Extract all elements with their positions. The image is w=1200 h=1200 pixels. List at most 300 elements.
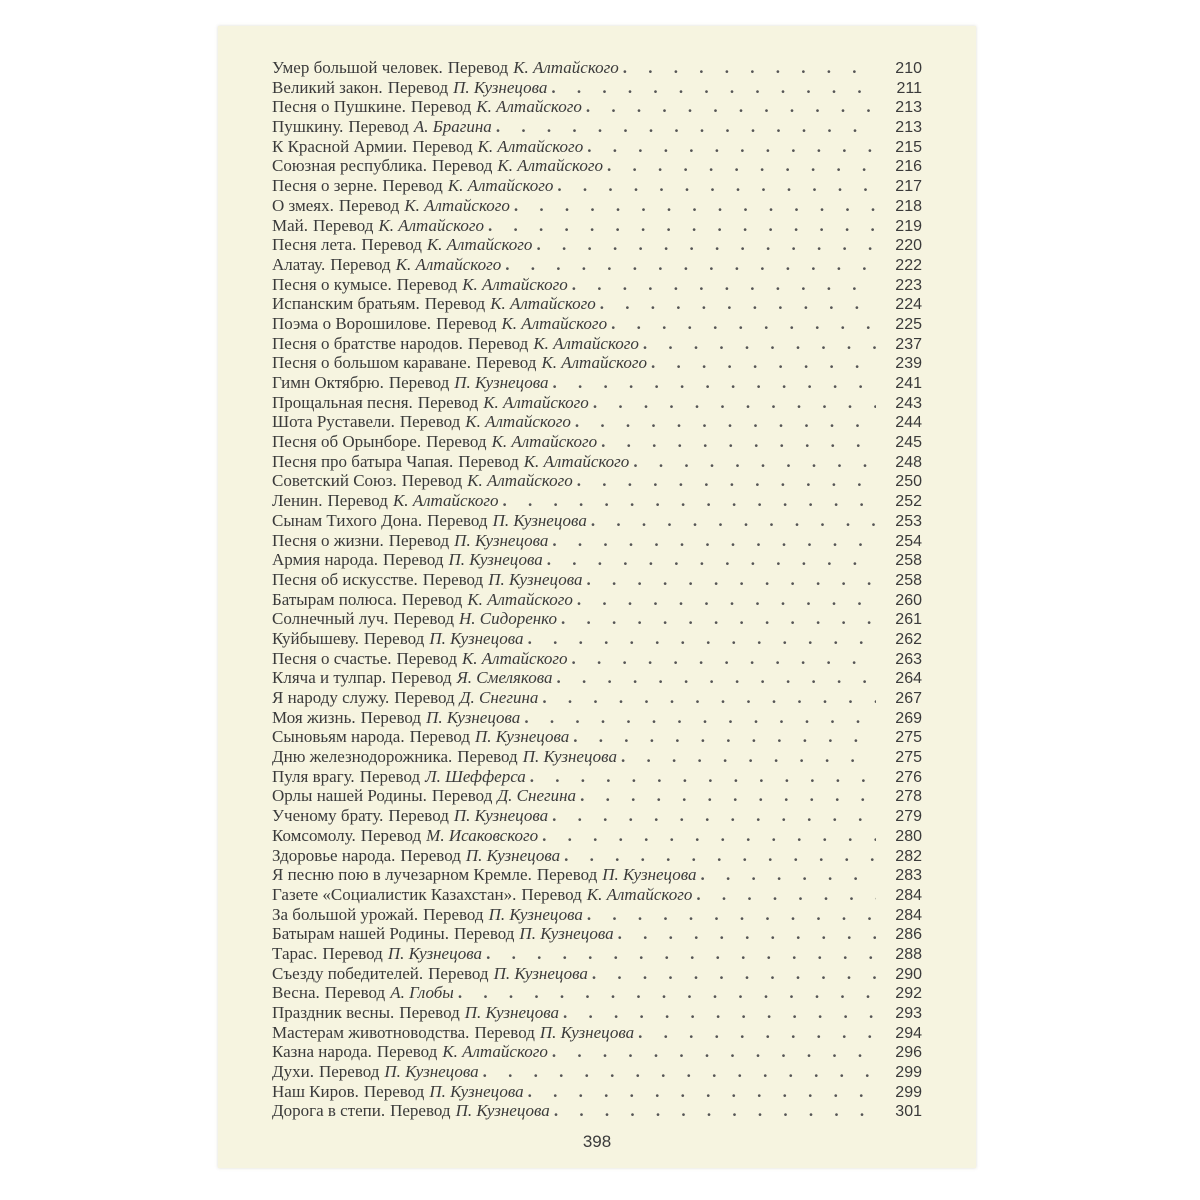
entry-translation-label: Перевод <box>424 294 486 314</box>
entry-translator: П. Кузнецова <box>455 1101 550 1121</box>
toc-entry <box>272 727 922 747</box>
toc-entry <box>272 668 922 688</box>
entry-title: Песня о кумысе. <box>272 274 392 294</box>
entry-title: Сыновьям народа. <box>272 727 405 747</box>
entry-translation-label: Перевод <box>401 471 463 491</box>
entry-translation-label: Перевод <box>431 786 493 806</box>
entry-translation-label: Перевод <box>394 688 455 707</box>
entry-title: Пуля врагу. <box>272 766 355 786</box>
dot-leader <box>561 609 876 629</box>
entry-title: Песня о братстве народов. <box>272 333 463 353</box>
toc-entry <box>272 747 922 767</box>
entry-title: Песня о большом караване. <box>272 353 471 373</box>
entry-translation-label: Перевод <box>536 865 598 885</box>
entry-title: Пушкину. <box>272 117 344 137</box>
entry-translator: П. Кузнецова <box>454 530 549 550</box>
toc-entry <box>272 983 922 1003</box>
dot-leader <box>633 452 876 472</box>
entry-page-number: 211 <box>896 79 922 97</box>
dot-leader <box>552 1042 876 1062</box>
entry-page-number: 286 <box>895 926 922 944</box>
entry-translator: Н. Сидоренко <box>458 609 557 629</box>
entry-translator: П. Кузнецова <box>602 865 697 885</box>
entry-title: Советский Союз. <box>272 471 397 491</box>
toc-entry <box>272 649 922 669</box>
toc-entry <box>272 767 922 787</box>
entry-title: Май. <box>272 215 309 235</box>
dot-leader <box>618 924 876 944</box>
entry-translation-label: Перевод <box>399 1003 460 1022</box>
dot-leader <box>483 1062 876 1082</box>
toc-entry <box>272 924 922 944</box>
entry-page-number: 284 <box>895 906 922 924</box>
entry-title: Кляча и тулпар. <box>272 668 387 688</box>
entry-translator: П. Кузнецова <box>429 628 524 648</box>
entry-translator: К. Алтайского <box>477 136 584 156</box>
dot-leader <box>577 471 876 491</box>
toc-entry <box>272 294 922 314</box>
dot-leader <box>528 629 876 649</box>
entry-page-number: 275 <box>895 749 922 767</box>
dot-leader <box>572 275 876 295</box>
entry-translator: К. Алтайского <box>465 412 571 432</box>
dot-leader <box>536 235 876 255</box>
table-of-contents <box>272 58 922 1121</box>
entry-page-number: 243 <box>895 394 922 412</box>
toc-entry <box>272 846 922 866</box>
dot-leader <box>607 156 876 176</box>
entry-title: Шота Руставели. <box>272 412 395 432</box>
dot-leader <box>587 905 876 925</box>
dot-leader <box>591 511 876 531</box>
entry-translation-label: Перевод <box>475 353 537 373</box>
dot-leader <box>586 97 876 117</box>
dot-leader <box>572 649 876 669</box>
toc-entry <box>272 865 922 885</box>
entry-translator: К. Алтайского <box>447 176 554 196</box>
entry-translation-label: Перевод <box>422 569 484 589</box>
toc-entry <box>272 412 922 432</box>
dot-leader <box>621 747 876 767</box>
entry-title: Тарас. <box>272 943 318 963</box>
entry-translator: К. Алтайского <box>483 392 589 412</box>
entry-translation-label: Перевод <box>390 1101 451 1121</box>
entry-title: Казна народа. <box>272 1042 372 1062</box>
dot-leader <box>593 393 876 413</box>
entry-page-number: 278 <box>895 788 922 806</box>
entry-title: Моя жизнь. <box>272 707 356 727</box>
toc-entry <box>272 629 922 649</box>
entry-translator: П. Кузнецова <box>453 806 549 826</box>
entry-page-number: 220 <box>895 237 922 255</box>
entry-translator: К. Алтайского <box>523 451 630 471</box>
entry-translator: К. Алтайского <box>513 58 619 77</box>
entry-translator: К. Алтайского <box>533 333 639 353</box>
toc-entry <box>272 275 922 295</box>
entry-title: Сынам Тихого Дона. <box>272 510 423 530</box>
toc-entry <box>272 786 922 806</box>
entry-title: Дню железнодорожника. <box>272 747 453 767</box>
page-number: 398 <box>582 1132 612 1151</box>
toc-entry <box>272 471 922 491</box>
dot-leader <box>496 117 876 137</box>
entry-translation-label: Перевод <box>388 806 449 826</box>
entry-translator: П. Кузнецова <box>454 373 549 392</box>
entry-translator: К. Алтайского <box>476 97 582 117</box>
dot-leader <box>542 826 876 846</box>
toc-entry <box>272 393 922 413</box>
entry-page-number: 276 <box>895 768 922 786</box>
entry-page-number: 219 <box>895 217 922 235</box>
dot-leader <box>486 944 876 964</box>
toc-entry <box>272 58 922 78</box>
dot-leader <box>488 216 876 236</box>
entry-title: Союзная республика. <box>272 156 427 176</box>
entry-translator: К. Алтайского <box>378 215 485 235</box>
entry-title: Куйбышеву. <box>272 628 359 648</box>
entry-page-number: 262 <box>895 630 922 648</box>
entry-translator: К. Алтайского <box>461 648 568 668</box>
entry-page-number: 294 <box>895 1024 922 1042</box>
entry-translator: К. Алтайского <box>392 491 499 511</box>
entry-translator: Л. Шефферса <box>425 766 526 786</box>
entry-translation-label: Перевод <box>313 215 374 235</box>
dot-leader <box>530 767 876 787</box>
entry-translation-label: Перевод <box>393 609 454 629</box>
dot-leader <box>552 531 876 551</box>
entry-page-number: 282 <box>895 847 922 865</box>
toc-entry <box>272 905 922 925</box>
toc-entry <box>272 590 922 610</box>
entry-title: Песня про батыра Чапая. <box>272 451 454 471</box>
entry-translation-label: Перевод <box>412 136 473 156</box>
entry-page-number: 250 <box>895 473 922 491</box>
entry-page-number: 223 <box>895 276 922 294</box>
entry-translation-label: Перевод <box>376 1042 438 1062</box>
entry-translator: Д. Снегина <box>497 786 577 806</box>
dot-leader <box>638 1023 876 1043</box>
dot-leader <box>505 255 876 275</box>
toc-entry <box>272 609 922 629</box>
entry-title: Дорога в степи. <box>272 1101 386 1121</box>
dot-leader <box>514 196 876 216</box>
entry-translation-label: Перевод <box>396 274 458 294</box>
toc-entry <box>272 452 922 472</box>
dot-leader <box>586 570 876 590</box>
entry-translation-label: Перевод <box>457 747 518 767</box>
entry-translation-label: Перевод <box>428 963 489 983</box>
entry-translation-label: Перевод <box>423 904 484 924</box>
entry-title: Умер большой человек. <box>272 58 443 77</box>
entry-translator: П. Кузнецова <box>384 1062 479 1082</box>
entry-translation-label: Перевод <box>427 510 488 530</box>
entry-title: Ученому брату. <box>272 806 384 826</box>
dot-leader <box>587 137 876 157</box>
entry-title: Армия народа. <box>272 550 379 570</box>
entry-page-number: 292 <box>895 985 922 1003</box>
toc-entry <box>272 373 922 393</box>
entry-page-number: 299 <box>895 1064 922 1082</box>
entry-title: Алатау. <box>272 254 326 274</box>
entry-title: Батырам нашей Родины. <box>272 924 449 944</box>
dot-leader <box>696 885 876 905</box>
toc-entry <box>272 97 922 117</box>
toc-entry <box>272 235 922 255</box>
entry-translation-label: Перевод <box>426 432 487 452</box>
entry-translator: А. Брагина <box>413 117 492 137</box>
toc-entry <box>272 1023 922 1043</box>
dot-leader <box>524 708 876 728</box>
entry-translator: К. Алтайского <box>395 254 502 274</box>
entry-title: Газете «Социалистик Казахстан». <box>272 884 517 904</box>
toc-entry <box>272 885 922 905</box>
entry-title: За большой урожай. <box>272 904 419 924</box>
entry-title: Весна. <box>272 983 320 1003</box>
entry-title: Съезду победителей. <box>272 963 424 983</box>
entry-page-number: 288 <box>895 945 922 963</box>
dot-leader <box>611 314 876 334</box>
entry-page-number: 244 <box>895 414 922 432</box>
entry-page-number: 218 <box>895 197 922 215</box>
dot-leader <box>563 1003 876 1023</box>
entry-translation-label: Перевод <box>388 530 450 550</box>
toc-entry <box>272 570 922 590</box>
toc-entry <box>272 156 922 176</box>
toc-entry <box>272 78 922 98</box>
toc-entry <box>272 216 922 236</box>
entry-translation-label: Перевод <box>431 156 493 176</box>
dot-leader <box>551 78 876 98</box>
entry-title: Песня об Орынборе. <box>272 432 422 452</box>
entry-translator: П. Кузнецова <box>426 707 521 727</box>
entry-translation-label: Перевод <box>363 1081 425 1101</box>
entry-translator: А. Глобы <box>390 983 454 1003</box>
entry-translation-label: Перевод <box>338 195 400 215</box>
entry-translator: К. Алтайского <box>501 313 608 333</box>
entry-title: Ленин. <box>272 491 323 511</box>
entry-translation-label: Перевод <box>400 845 461 865</box>
dot-leader <box>643 334 876 354</box>
entry-page-number: 213 <box>895 119 922 137</box>
entry-translator: П. Кузнецова <box>488 569 583 589</box>
entry-translation-label: Перевод <box>322 943 383 963</box>
toc-entry <box>272 964 922 984</box>
entry-translator: Д. Снегина <box>459 688 539 707</box>
entry-translator: П. Кузнецова <box>492 510 587 530</box>
toc-entry <box>272 1101 922 1121</box>
entry-translation-label: Перевод <box>318 1062 380 1082</box>
entry-title: Батырам полюса. <box>272 589 397 609</box>
entry-translator: К. Алтайского <box>467 471 573 491</box>
entry-title: Я народу служу. <box>272 688 390 707</box>
entry-page-number: 213 <box>895 99 922 117</box>
entry-translator: П. Кузнецова <box>519 924 614 944</box>
entry-translation-label: Перевод <box>330 254 391 274</box>
toc-entry <box>272 137 922 157</box>
entry-translator: К. Алтайского <box>404 195 510 215</box>
entry-title: Духи. <box>272 1062 314 1082</box>
entry-translation-label: Перевод <box>447 58 509 77</box>
entry-translation-label: Перевод <box>363 628 425 648</box>
dot-leader <box>577 590 876 610</box>
entry-title: Прощальная песня. <box>272 392 413 412</box>
dot-leader <box>458 983 876 1003</box>
dot-leader <box>701 865 876 885</box>
entry-page-number: 241 <box>895 375 922 392</box>
entry-translator: К. Алтайского <box>541 353 647 373</box>
dot-leader <box>547 550 876 570</box>
dot-leader <box>564 846 876 866</box>
entry-translation-label: Перевод <box>391 668 452 688</box>
entry-title: Гимн Октябрю. <box>272 373 384 392</box>
entry-page-number: 280 <box>895 827 922 845</box>
entry-translation-label: Перевод <box>436 313 497 333</box>
entry-translator: К. Алтайского <box>586 884 693 904</box>
dot-leader <box>580 786 876 806</box>
entry-page-number: 279 <box>895 808 922 826</box>
entry-translation-label: Перевод <box>409 727 471 747</box>
entry-translator: К. Алтайского <box>467 589 573 609</box>
entry-title: Орлы нашей Родины. <box>272 786 427 806</box>
entry-translation-label: Перевод <box>382 176 443 196</box>
entry-page-number: 258 <box>895 552 922 570</box>
dot-leader <box>553 373 876 393</box>
entry-page-number: 301 <box>895 1103 922 1121</box>
toc-entry <box>272 511 922 531</box>
entry-translator: М. Исаковского <box>426 825 539 845</box>
entry-translation-label: Перевод <box>467 333 529 353</box>
entry-translator: П. Кузнецова <box>493 963 588 983</box>
dot-leader <box>573 727 876 747</box>
toc-entry <box>272 826 922 846</box>
toc-entry <box>272 1042 922 1062</box>
toc-entry <box>272 255 922 275</box>
entry-page-number: 217 <box>895 178 922 196</box>
toc-entry <box>272 1082 922 1102</box>
entry-translation-label: Перевод <box>521 884 582 904</box>
entry-translation-label: Перевод <box>387 77 449 97</box>
entry-page-number: 299 <box>895 1083 922 1101</box>
entry-page-number: 284 <box>895 886 922 904</box>
entry-title: Песня о счастье. <box>272 648 392 668</box>
entry-title: Солнечный луч. <box>272 609 389 629</box>
entry-page-number: 267 <box>895 690 922 707</box>
toc-entry <box>272 688 922 708</box>
toc-entry <box>272 196 922 216</box>
toc-entry <box>272 353 922 373</box>
toc-entry <box>272 432 922 452</box>
entry-translator: К. Алтайского <box>490 294 596 314</box>
dot-leader <box>557 668 877 688</box>
entry-page-number: 222 <box>895 256 922 274</box>
dot-leader <box>592 964 876 984</box>
dot-leader <box>623 58 876 78</box>
entry-translator: П. Кузнецова <box>488 904 583 924</box>
entry-translation-label: Перевод <box>324 983 386 1003</box>
entry-page-number: 258 <box>895 571 922 589</box>
dot-leader <box>554 1101 876 1121</box>
dot-leader <box>651 353 876 373</box>
entry-title: Наш Киров. <box>272 1081 359 1101</box>
entry-title: О змеях. <box>272 195 334 215</box>
toc-entry <box>272 491 922 511</box>
toc-entry <box>272 1062 922 1082</box>
entry-translator: П. Кузнецова <box>464 1003 559 1022</box>
entry-title: Песня лета. <box>272 235 357 255</box>
entry-page-number: 275 <box>895 729 922 747</box>
entry-page-number: 245 <box>895 434 922 452</box>
entry-translation-label: Перевод <box>388 373 450 392</box>
entry-title: Поэма о Ворошилове. <box>272 313 432 333</box>
toc-entry <box>272 1003 922 1023</box>
entry-translator: П. Кузнецова <box>453 77 548 97</box>
toc-entry <box>272 806 922 826</box>
entry-page-number: 225 <box>895 315 922 333</box>
entry-translation-label: Перевод <box>410 97 472 117</box>
entry-translator: П. Кузнецова <box>475 727 570 747</box>
entry-translation-label: Перевод <box>396 648 457 668</box>
entry-page-number: 252 <box>895 493 922 511</box>
entry-page-number: 216 <box>895 158 922 176</box>
toc-entry <box>272 531 922 551</box>
entry-page-number: 290 <box>895 965 922 983</box>
entry-page-number: 264 <box>895 670 922 688</box>
entry-translator: К. Алтайского <box>491 432 598 452</box>
entry-title: Здоровье народа. <box>272 845 396 865</box>
entry-translation-label: Перевод <box>360 825 422 845</box>
entry-translation-label: Перевод <box>359 766 421 786</box>
entry-page-number: 263 <box>895 650 922 668</box>
entry-translation-label: Перевод <box>453 924 515 944</box>
entry-translator: К. Алтайского <box>426 235 533 255</box>
entry-translator: П. Кузнецова <box>448 550 543 570</box>
toc-entry <box>272 314 922 334</box>
entry-title: Песня о зерне. <box>272 176 378 196</box>
entry-translator: П. Кузнецова <box>539 1022 635 1042</box>
toc-entry <box>272 944 922 964</box>
entry-title: Песня о жизни. <box>272 530 384 550</box>
entry-translator: П. Кузнецова <box>522 747 617 767</box>
dot-leader <box>542 688 876 708</box>
entry-page-number: 293 <box>895 1005 922 1022</box>
entry-title: Я песню пою в лучезарном Кремле. <box>272 865 532 885</box>
dot-leader <box>601 432 876 452</box>
entry-title: Песня об искусстве. <box>272 569 418 589</box>
entry-translation-label: Перевод <box>348 117 409 137</box>
entry-page-number: 283 <box>895 867 922 885</box>
entry-translation-label: Перевод <box>458 451 519 471</box>
entry-translation-label: Перевод <box>383 550 444 570</box>
entry-title: Великий закон. <box>272 77 383 97</box>
entry-page-number: 248 <box>895 453 922 471</box>
dot-leader <box>528 1082 876 1102</box>
entry-title: Песня о Пушкине. <box>272 97 406 117</box>
dot-leader <box>575 412 876 432</box>
entry-translation-label: Перевод <box>401 589 463 609</box>
entry-page-number: 269 <box>895 709 922 727</box>
toc-entry <box>272 117 922 137</box>
toc-entry <box>272 550 922 570</box>
entry-title: Испанским братьям. <box>272 294 420 314</box>
entry-page-number: 224 <box>895 296 922 314</box>
entry-page-number: 254 <box>895 532 922 550</box>
entry-translator: К. Алтайского <box>462 274 568 294</box>
entry-page-number: 237 <box>895 335 922 353</box>
entry-translation-label: Перевод <box>360 707 422 727</box>
entry-translation-label: Перевод <box>361 235 422 255</box>
entry-translation-label: Перевод <box>327 491 388 511</box>
entry-title: Праздник весны. <box>272 1003 395 1022</box>
